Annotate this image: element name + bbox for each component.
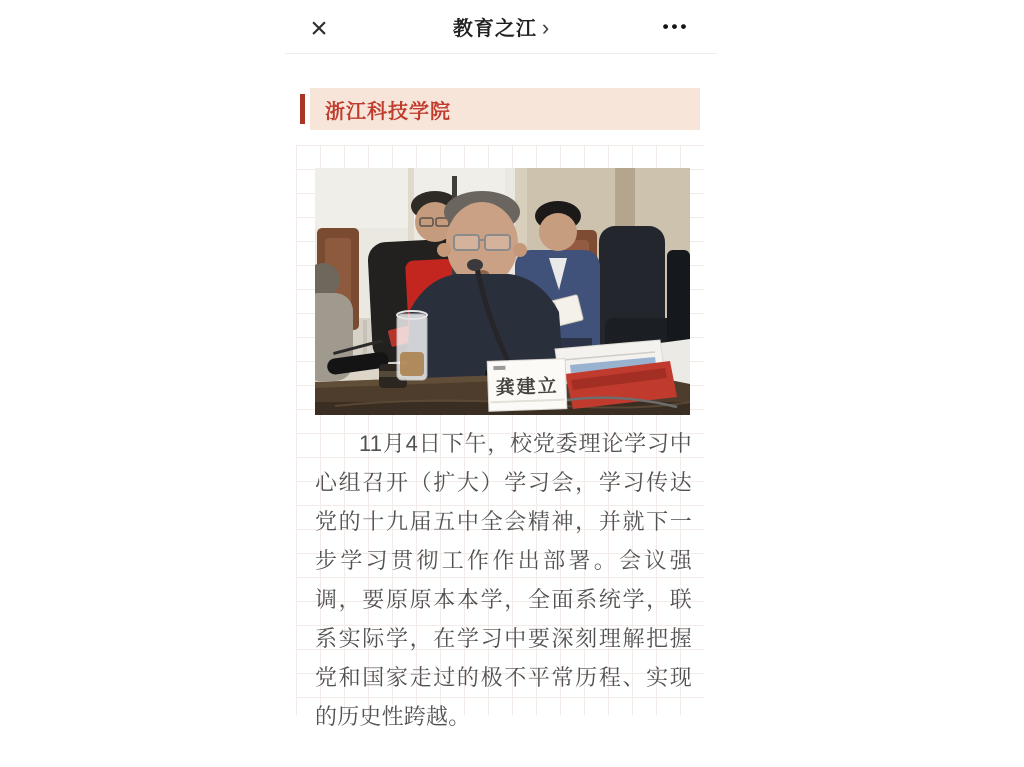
section-header — [310, 88, 700, 130]
article-paragraph: 11月4日下午，校党委理论学习中心组召开（扩大）学习会，学习传达党的十九届五中全会精神，并就下一步学习贯彻工作作出部署。会议强调，要原原本本学，全面系统学，联系实际学，在学习中要深刻理解把握党和国家走过的极不平常历程、实现的历史性跨越。 — [315, 431, 692, 729]
article-photo[interactable] — [315, 168, 690, 415]
section-accent-bar — [300, 94, 305, 124]
name-card-text: 龚建立 — [495, 375, 559, 400]
close-icon[interactable]: × — [310, 12, 328, 45]
more-menu-icon[interactable]: ••• — [662, 17, 690, 36]
meeting-photo-illustration — [315, 168, 690, 415]
section-title: 浙江科技学院 — [325, 100, 451, 123]
name-card — [487, 359, 567, 412]
chevron-right-icon: › — [541, 14, 550, 40]
account-title: 教育之江 — [452, 18, 537, 40]
water-glass — [397, 311, 427, 380]
article-header-bar — [285, 0, 717, 54]
